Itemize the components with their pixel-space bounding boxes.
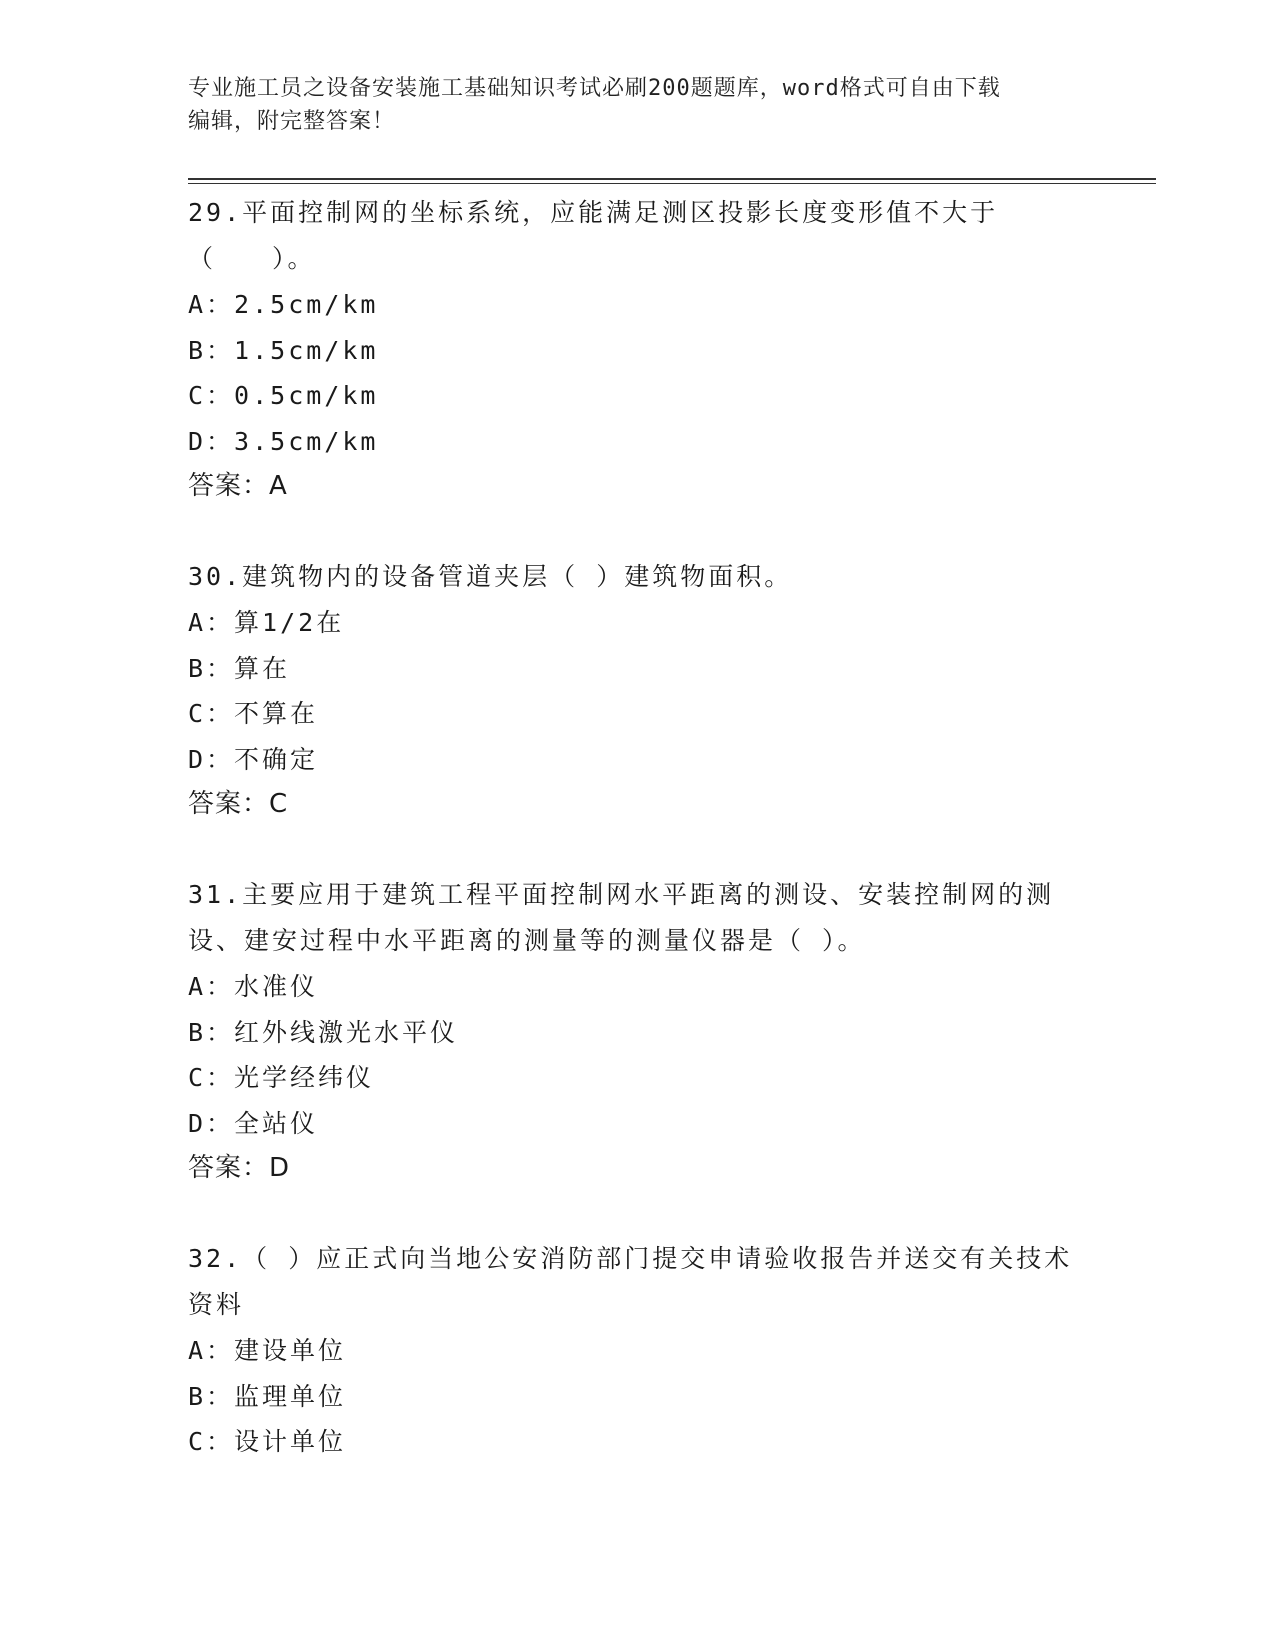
option-d: D：3.5cm/km [188, 426, 379, 456]
option-d: D：不确定 [188, 744, 319, 774]
question-text: 31.主要应用于建筑工程平面控制网水平距离的测设、安装控制网的测设、建安过程中水平距离的测量等的测量仪器是（ ）。 [188, 880, 1055, 955]
option-b: B：算在 [188, 653, 291, 683]
option-a: A：算1/2在 [188, 608, 345, 637]
option-b: B：红外线激光水平仪 [188, 1017, 459, 1047]
option-b: B：监理单位 [188, 1381, 347, 1411]
option-a: A：水准仪 [188, 972, 319, 1001]
header-line-2: 编辑，附完整答案！ [188, 109, 396, 134]
answer-label: 答案：C [188, 789, 289, 819]
answer-label: 答案：A [188, 471, 288, 501]
option-c: C：不算在 [188, 699, 319, 728]
answer-label: 答案：D [188, 1153, 291, 1183]
document-header [188, 72, 1088, 138]
question-31 [188, 872, 1088, 1190]
question-text: 32.（ ）应正式向当地公安消防部门提交申请验收报告并送交有关技术资料 [188, 1244, 1073, 1319]
header-line-1: 专业施工员之设备安装施工基础知识考试必刷200题题库，word格式可自由下载 [188, 76, 1001, 101]
option-a: A：2.5cm/km [188, 290, 379, 319]
option-c: C：0.5cm/km [188, 381, 379, 410]
option-c: C：设计单位 [188, 1427, 347, 1456]
question-30 [188, 554, 1088, 826]
option-a: A：建设单位 [188, 1336, 347, 1365]
question-29 [188, 190, 1088, 508]
question-text: 29.平面控制网的坐标系统，应能满足测区投影长度变形值不大于（ ）。 [188, 198, 999, 273]
header-divider-thin [188, 183, 1156, 184]
question-text: 30.建筑物内的设备管道夹层（ ）建筑物面积。 [188, 562, 793, 591]
option-d: D：全站仪 [188, 1108, 319, 1138]
question-list [188, 190, 1088, 1511]
option-c: C：光学经纬仪 [188, 1063, 375, 1092]
header-divider-thick [188, 178, 1156, 180]
question-32 [188, 1236, 1088, 1465]
option-b: B：1.5cm/km [188, 335, 379, 365]
